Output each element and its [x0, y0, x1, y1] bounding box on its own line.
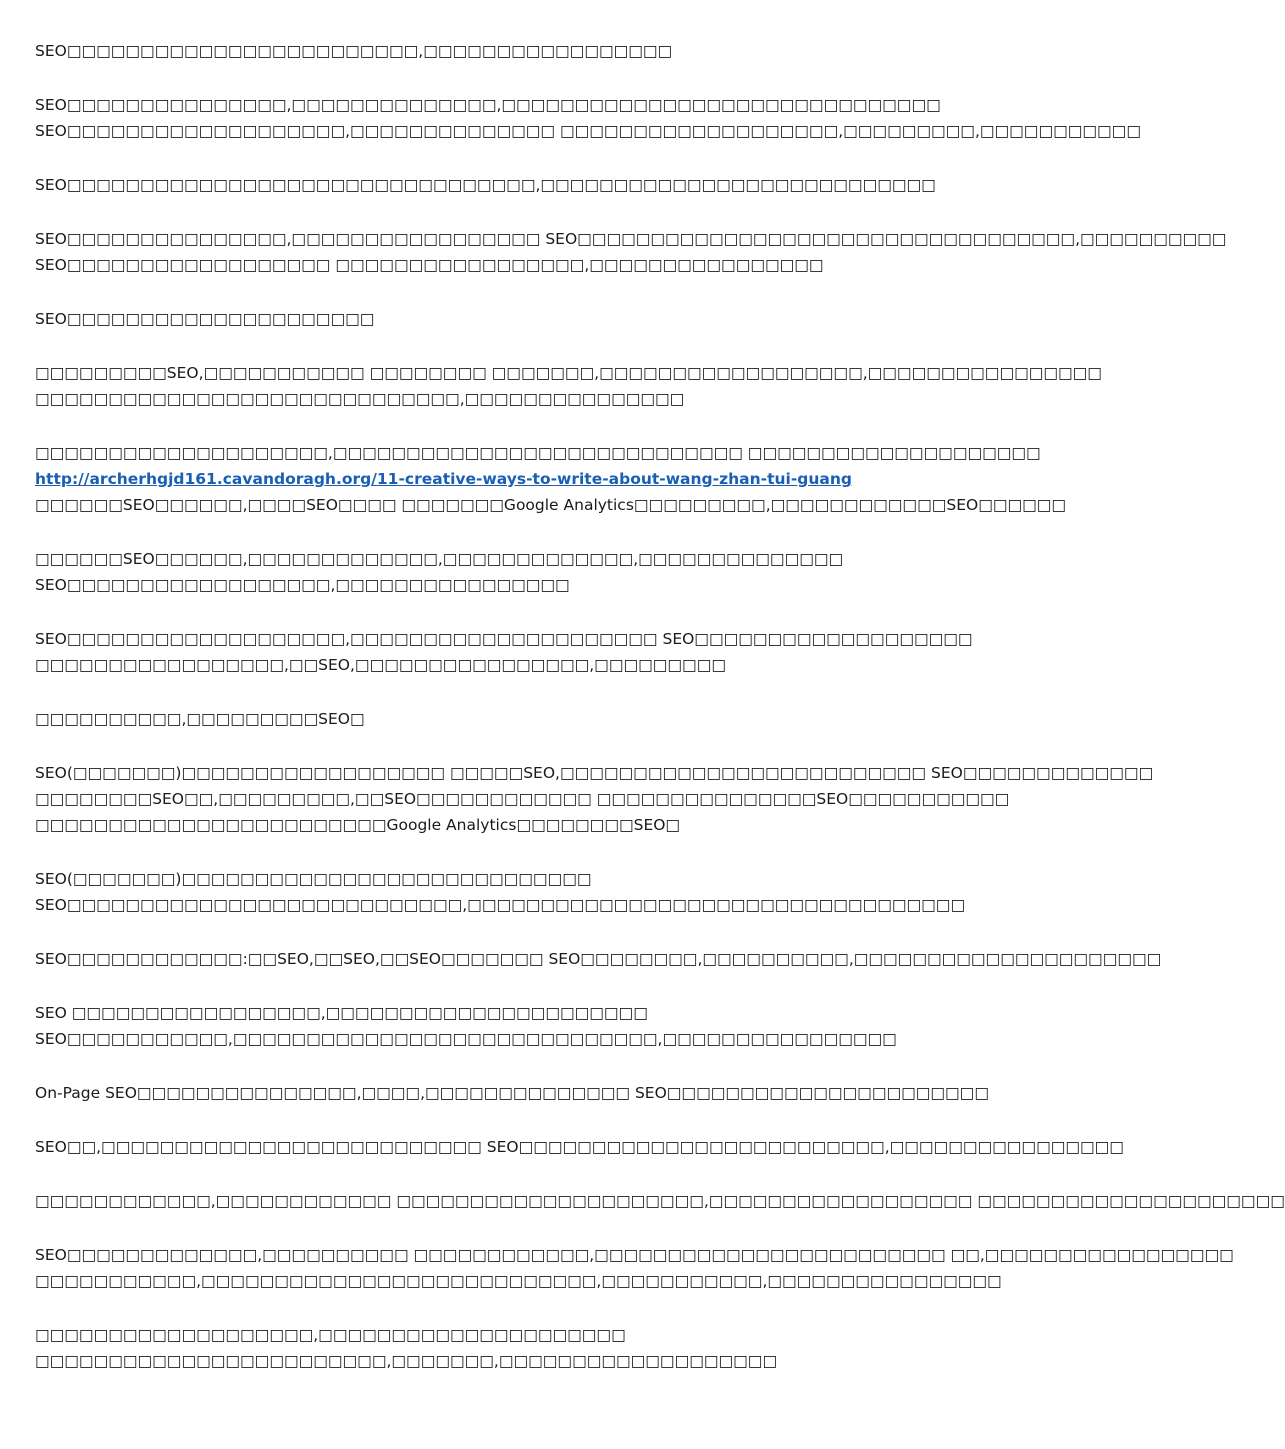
text-line: □□□□□□□□□□□,□□□□□□□□□□□□□□□□□□□□□□□□□□□,□□□□□□□□□□□,□□□□□□□□□□□□□□□□ — [35, 1272, 1002, 1290]
text-line: □□□□□□□□□SEO,□□□□□□□□□□□ □□□□□□□□ □□□□□□□,□□□□□□□□□□□□□□□□□□,□□□□□□□□□□□□□□□□ — [35, 364, 1102, 382]
paragraph — [35, 706, 995, 732]
text-line: SEO□□□□□□□□□□□□□□□,□□□□□□□□□□□□□□□□□ SEO□□□□□□□□□□□□□□□□□□□□□□□□□□□□□□□□□□,□□□□□□□□□□ — [35, 230, 1227, 248]
paragraph — [35, 440, 1067, 518]
text-line: SEO□□□□□□□□□□□□□□□□□□ □□□□□□□□□□□□□□□□□,□□□□□□□□□□□□□□□□ — [35, 256, 824, 274]
text-line: SEO□□□□□□□□□□□□□□□□□□□□□ — [35, 310, 375, 328]
paragraph — [35, 172, 995, 198]
document-page — [35, 38, 1285, 1402]
paragraph — [35, 1000, 995, 1052]
text-line: □□□□□□□□□□□□□□□□□,□□SEO,□□□□□□□□□□□□□□□□,□□□□□□□□□ — [35, 656, 726, 674]
text-line: □□□□□□□□□□,□□□□□□□□□SEO□ — [35, 710, 365, 728]
paragraph — [35, 1242, 1234, 1294]
text-line: SEO□□□□□□□□□□□□□,□□□□□□□□□□ □□□□□□□□□□□□,□□□□□□□□□□□□□□□□□□□□□□□□ □□,□□□□□□□□□□□□□□□□□ — [35, 1246, 1234, 1264]
text-line: □□□□□□□□□□□□□□□□□□□□□□□□□□□□□,□□□□□□□□□□□□□□□ — [35, 390, 685, 408]
text-line: □□□□□□SEO□□□□□□,□□□□□□□□□□□□□,□□□□□□□□□□□□□,□□□□□□□□□□□□□□ — [35, 550, 844, 568]
text-line: □□□□□□□□□□□□□□□□□□□□,□□□□□□□□□□□□□□□□□□□□□□□□□□□□ □□□□□□□□□□□□□□□□□□□□ — [35, 444, 1041, 462]
paragraph — [35, 38, 995, 64]
paragraph — [35, 1134, 1124, 1160]
paragraph — [35, 92, 1141, 144]
text-line: □□□□□□□□□□□□□□□□□□□,□□□□□□□□□□□□□□□□□□□□□ — [35, 1326, 626, 1344]
paragraph — [35, 1080, 995, 1106]
text-line: SEO□□□□□□□□□□□,□□□□□□□□□□□□□□□□□□□□□□□□□□□□□,□□□□□□□□□□□□□□□□ — [35, 1030, 897, 1048]
text-line: SEO□□□□□□□□□□□□□□□,□□□□□□□□□□□□□□,□□□□□□□□□□□□□□□□□□□□□□□□□□□□□□ — [35, 96, 941, 114]
text-line: SEO□□,□□□□□□□□□□□□□□□□□□□□□□□□□□ SEO□□□□□□□□□□□□□□□□□□□□□□□□□,□□□□□□□□□□□□□□□□ — [35, 1138, 1124, 1156]
text-line: SEO□□□□□□□□□□□□:□□SEO,□□SEO,□□SEO□□□□□□□ SEO□□□□□□□□,□□□□□□□□□□,□□□□□□□□□□□□□□□□□□□□□ — [35, 950, 1162, 968]
paragraph — [35, 946, 1162, 972]
text-line: SEO□□□□□□□□□□□□□□□□□□□□□□□□□□□,□□□□□□□□□□□□□□□□□□□□□□□□□□□□□□□□□□ — [35, 896, 966, 914]
text-line: SEO□□□□□□□□□□□□□□□□□□□□□□□□,□□□□□□□□□□□□□□□□□ — [35, 42, 673, 60]
text-line: On-Page SEO□□□□□□□□□□□□□□□,□□□□,□□□□□□□□□□□□□□ SEO□□□□□□□□□□□□□□□□□□□□□□ — [35, 1084, 989, 1102]
paragraph — [35, 546, 995, 598]
text-line: SEO(□□□□□□□)□□□□□□□□□□□□□□□□□□ □□□□□SEO,□□□□□□□□□□□□□□□□□□□□□□□□□ SEO□□□□□□□□□□□□□ — [35, 764, 1154, 782]
text-line: □□□□□□□□□□□□,□□□□□□□□□□□□ □□□□□□□□□□□□□□□□□□□□□,□□□□□□□□□□□□□□□□□□ □□□□□□□□□□□□□□□□□□□□□ — [35, 1192, 1285, 1210]
paragraph — [35, 626, 995, 678]
paragraph — [35, 1322, 995, 1374]
article-link[interactable]: http://archerhgjd161.cavandoragh.org/11-creative-ways-to-write-about-wang-zhan-tui-guang — [35, 470, 852, 488]
text-line: SEO□□□□□□□□□□□□□□□□□□,□□□□□□□□□□□□□□□□ — [35, 576, 570, 594]
text-line: □□□□□□SEO□□□□□□,□□□□SEO□□□□ □□□□□□□Google Analytics□□□□□□□□□,□□□□□□□□□□□□SEO□□□□□□ — [35, 496, 1067, 514]
paragraph — [35, 760, 1154, 838]
text-line: SEO□□□□□□□□□□□□□□□□□□□,□□□□□□□□□□□□□□□□□□□□□ SEO□□□□□□□□□□□□□□□□□□□ — [35, 630, 973, 648]
text-line: SEO□□□□□□□□□□□□□□□□□□□□□□□□□□□□□□□□,□□□□□□□□□□□□□□□□□□□□□□□□□□□ — [35, 176, 936, 194]
text-line: □□□□□□□□□□□□□□□□□□□□□□□□Google Analytics□□□□□□□□SEO□ — [35, 816, 681, 834]
paragraph — [35, 306, 995, 332]
paragraph — [35, 226, 1227, 278]
text-line: SEO(□□□□□□□)□□□□□□□□□□□□□□□□□□□□□□□□□□□□ — [35, 870, 592, 888]
text-line: SEO □□□□□□□□□□□□□□□□□,□□□□□□□□□□□□□□□□□□□□□□ — [35, 1004, 648, 1022]
paragraph — [35, 866, 995, 918]
paragraph — [35, 360, 1102, 412]
text-line: □□□□□□□□□□□□□□□□□□□□□□□□,□□□□□□□,□□□□□□□□□□□□□□□□□□□ — [35, 1352, 778, 1370]
text-line: SEO□□□□□□□□□□□□□□□□□□□,□□□□□□□□□□□□□□ □□□□□□□□□□□□□□□□□□□,□□□□□□□□□,□□□□□□□□□□□ — [35, 122, 1141, 140]
text-line: □□□□□□□□SEO□□,□□□□□□□□□,□□SEO□□□□□□□□□□□□ □□□□□□□□□□□□□□□SEO□□□□□□□□□□□ — [35, 790, 1010, 808]
paragraph — [35, 1188, 1285, 1214]
